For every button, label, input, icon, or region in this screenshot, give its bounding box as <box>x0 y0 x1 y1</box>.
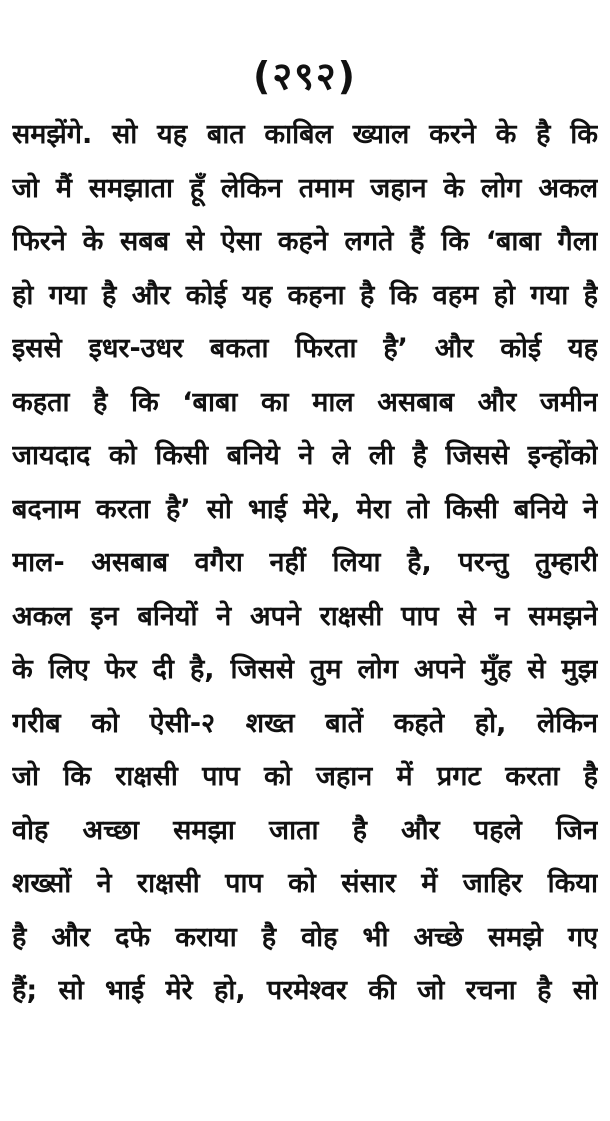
text-line: हैं; सो भाई मेरे हो, परमेश्वर की जो रचना है सो <box>12 975 598 1006</box>
text-line: जो मैं समझाता हूँ लेकिन तमाम जहान के लोग अकल <box>12 172 598 204</box>
text-line: वोह अच्छा समझा जाता है और पहले जिन <box>12 814 598 846</box>
text-line: शख्सों ने राक्षसी पाप को संसार में जाहिर किया <box>12 868 598 899</box>
text-line: इससे इधर-उधर बकता फिरता है’ और कोई यह <box>12 333 598 364</box>
text-line: है और दफे कराया है वोह भी अच्छे समझे गए <box>12 921 598 953</box>
text-line: कहता है कि ‘बाबा का माल असबाब और जमीन <box>12 386 598 418</box>
page-number: (२९२) <box>252 54 357 98</box>
page-body-text <box>12 108 598 1018</box>
text-line: गरीब को ऐसी-२ शख्त बातें कहते हो, लेकिन <box>12 707 598 739</box>
text-line: जो कि राक्षसी पाप को जहान में प्रगट करता है <box>12 761 598 792</box>
text-line: बदनाम करता है’ सो भाई मेरे, मेरा तो किसी बनिये ने <box>12 493 598 525</box>
text-line: हो गया है और कोई यह कहना है कि वहम हो गया है <box>12 279 598 311</box>
text-line: समझेंगे. सो यह बात काबिल ख्याल करने के है कि <box>12 119 598 150</box>
text-line: फिरने के सबब से ऐसा कहने लगते हैं कि ‘बाबा गैला <box>12 226 598 257</box>
text-line: जायदाद को किसी बनिये ने ले ली है जिससे इन्होंको <box>12 440 598 471</box>
text-line: के लिए फेर दी है, जिससे तुम लोग अपने मुँह से मुझ <box>12 654 598 685</box>
text-line: अकल इन बनियों ने अपने राक्षसी पाप से न समझने <box>12 600 598 632</box>
text-line: माल- असबाब वगैरा नहीं लिया है, परन्तु तुम्हारी <box>12 547 598 578</box>
